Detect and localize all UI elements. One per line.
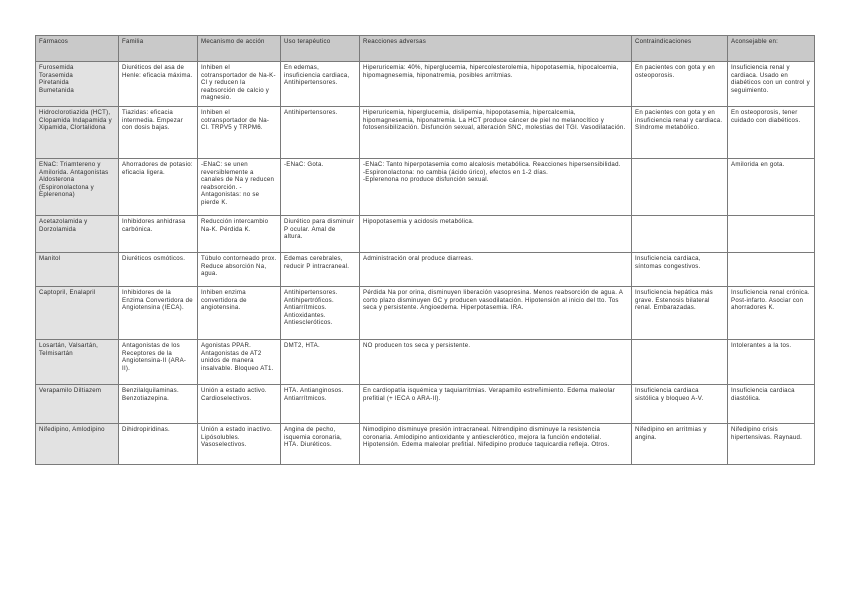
table-row xyxy=(36,340,815,385)
cell-mecanismo: Agonistas PPAR. Antagonistas de AT2 unidos de manera insalvable. Bloqueo AT1. xyxy=(198,340,281,385)
drug-comparison-table xyxy=(35,35,815,465)
cell-reacciones: Nimodipino disminuye presión intracraneal. Nitrendipino disminuye la resistencia coronaria. Amlodipino antioxidante y antiesclerótico, mejora la función endotelial. Hipotensión. Edema maleolar prefitial. Nifedipino produce taquicardia refleja. Otros. xyxy=(360,424,632,465)
cell-farmacos: Captopril, Enalapril xyxy=(36,287,119,340)
cell-mecanismo: Unión a estado activo. Cardioselectivos. xyxy=(198,385,281,424)
cell-contraindicaciones xyxy=(632,159,728,216)
cell-contraindicaciones: Insuficiencia cardiaca sistólica y bloqueo A-V. xyxy=(632,385,728,424)
cell-aconsejable: Nifedipino crisis hipertensivas. Raynaud. xyxy=(728,424,815,465)
cell-uso: HTA. Antianginosos. Antiarrítmicos. xyxy=(281,385,360,424)
cell-reacciones: Hiperuricemia, hiperglucemia, dislipemia, hipopotasemia, hipercalcemia, hipomagnesemia, hiponatremia. La HCT produce cáncer de piel no melanocítico y fotosensibilización. Disfunción sexual, alteración SNC, molestias del TGI. Vasodilatación. xyxy=(360,107,632,159)
cell-mecanismo: Inhiben el cotransportador de Na-K-Cl y reducen la reabsorción de calcio y magnesio. xyxy=(198,62,281,107)
cell-contraindicaciones xyxy=(632,340,728,385)
cell-familia: Ahorradores de potasio: eficacia ligera. xyxy=(119,159,198,216)
cell-aconsejable: Insuficiencia cardiaca diastólica. xyxy=(728,385,815,424)
cell-contraindicaciones xyxy=(632,216,728,253)
cell-farmacos: Verapamilo Diltiazem xyxy=(36,385,119,424)
cell-mecanismo: -ENaC: se unen reversiblemente a canales de Na y reducen reabsorción. -Antagonistas: no se pierde K. xyxy=(198,159,281,216)
cell-contraindicaciones: Insuficiencia cardiaca, síntomas congestivos. xyxy=(632,253,728,287)
cell-aconsejable: Insuficiencia renal y cardiaca. Usado en diabéticos con un control y seguimiento. xyxy=(728,62,815,107)
cell-uso: Antihipertensores. xyxy=(281,107,360,159)
table-row xyxy=(36,385,815,424)
cell-mecanismo: Unión a estado inactivo. Lipósolubles. Vasoselectivos. xyxy=(198,424,281,465)
cell-farmacos: Furosemida Torasemida Piretanida Bumetanida xyxy=(36,62,119,107)
cell-reacciones: Hipopotasemia y acidosis metabólica. xyxy=(360,216,632,253)
cell-familia: Tiazidas: eficacia intermedia. Empezar con dosis bajas. xyxy=(119,107,198,159)
cell-aconsejable: Amilorida en gota. xyxy=(728,159,815,216)
header-reacciones: Reacciones adversas xyxy=(360,36,632,62)
cell-uso: Antihipertensores. Antihipertróficos. Antiarrítmicos. Antioxidantes. Antiescleróticos. xyxy=(281,287,360,340)
cell-familia: Dihidropiridinas. xyxy=(119,424,198,465)
cell-reacciones: Pérdida Na por orina, disminuyen liberación vasopresina. Menos reabsorción de agua. A corto plazo disminuyen GC y producen vasodilatación. Hipotensión al inicio del tto. Tos seca y persistente. Angioedema. Hiperpotasemia. IRA. xyxy=(360,287,632,340)
cell-aconsejable xyxy=(728,253,815,287)
header-uso: Uso terapéutico xyxy=(281,36,360,62)
table-row xyxy=(36,62,815,107)
table-row xyxy=(36,159,815,216)
cell-mecanismo: Inhiben el cotransportador de Na-Cl. TRPV5 y TRPM6. xyxy=(198,107,281,159)
table-row xyxy=(36,287,815,340)
cell-mecanismo: Inhiben enzima convertidora de angiotensina. xyxy=(198,287,281,340)
cell-familia: Diuréticos osmóticos. xyxy=(119,253,198,287)
cell-uso: Diurético para disminuir P ocular. Amal de altura. xyxy=(281,216,360,253)
table-row xyxy=(36,107,815,159)
cell-contraindicaciones: En pacientes con gota y en osteoporosis. xyxy=(632,62,728,107)
header-contraindicaciones: Contraindicaciones xyxy=(632,36,728,62)
cell-farmacos: Losartán, Valsartán, Telmisartán xyxy=(36,340,119,385)
cell-reacciones: En cardiopatía isquémica y taquiarritmias. Verapamilo estreñimiento. Edema maleolar prefitial (+ IECA o ARA-II). xyxy=(360,385,632,424)
cell-contraindicaciones: Insuficiencia hepática más grave. Estenosis bilateral renal. Embarazadas. xyxy=(632,287,728,340)
cell-farmacos: ENaC: Triamtereno y Amilorida. Antagonistas Aldosterona (Espironolactona y Eplerenona) xyxy=(36,159,119,216)
header-mecanismo: Mecanismo de acción xyxy=(198,36,281,62)
cell-uso: -ENaC: Gota. xyxy=(281,159,360,216)
cell-familia: Inhibidores anhidrasa carbónica. xyxy=(119,216,198,253)
cell-contraindicaciones: En pacientes con gota y en insuficiencia renal y cardiaca. Síndrome metabólico. xyxy=(632,107,728,159)
cell-mecanismo: Túbulo contorneado prox. Reduce absorción Na, agua. xyxy=(198,253,281,287)
cell-reacciones: NO producen tos seca y persistente. xyxy=(360,340,632,385)
cell-aconsejable: Insuficiencia renal crónica. Post-infarto. Asociar con ahorradores K. xyxy=(728,287,815,340)
cell-reacciones: -ENaC: Tanto hiperpotasemia como alcalosis metabólica. Reacciones hipersensibilidad. -Espironolactona: no cambia (ácido úrico), efectos en 1-2 días. -Eplerenona no produce disfunción sexual. xyxy=(360,159,632,216)
cell-uso: En edemas, insuficiencia cardiaca, Antihipertensores. xyxy=(281,62,360,107)
cell-aconsejable: En osteoporosis, tener cuidado con diabéticos. xyxy=(728,107,815,159)
cell-farmacos: Manitol xyxy=(36,253,119,287)
cell-mecanismo: Reducción intercambio Na-K. Pérdida K. xyxy=(198,216,281,253)
cell-farmacos: Hidroclorotiazida (HCT), Clopamida Indapamida y Xipamida, Clortalidona xyxy=(36,107,119,159)
table-body xyxy=(36,62,815,465)
cell-contraindicaciones: Nifedipino en arritmias y angina. xyxy=(632,424,728,465)
cell-familia: Antagonistas de los Receptores de la Angiotensina-II (ARA-II). xyxy=(119,340,198,385)
cell-familia: Benzilalquilaminas. Benzotiazepina. xyxy=(119,385,198,424)
cell-familia: Diuréticos del asa de Henle: eficacia máxima. xyxy=(119,62,198,107)
cell-aconsejable: Intolerantes a la tos. xyxy=(728,340,815,385)
header-familia: Familia xyxy=(119,36,198,62)
table-row xyxy=(36,424,815,465)
cell-farmacos: Acetazolamida y Dorzolamida xyxy=(36,216,119,253)
table-row xyxy=(36,216,815,253)
cell-uso: Angina de pecho, isquemia coronaria, HTA. Diuréticos. xyxy=(281,424,360,465)
table-header-row xyxy=(36,36,815,62)
table-row xyxy=(36,253,815,287)
cell-uso: DMT2, HTA. xyxy=(281,340,360,385)
cell-familia: Inhibidores de la Enzima Convertidora de Angiotensina (IECA). xyxy=(119,287,198,340)
header-farmacos: Fármacos xyxy=(36,36,119,62)
header-aconsejable: Aconsejable en: xyxy=(728,36,815,62)
cell-reacciones: Hiperuricemia: 40%, hiperglucemia, hipercolesterolemia, hipopotasemia, hipocalcemia, hipomagnesemia, hiponatremia, posibles arritmias. xyxy=(360,62,632,107)
cell-reacciones: Administración oral produce diarreas. xyxy=(360,253,632,287)
cell-aconsejable xyxy=(728,216,815,253)
cell-uso: Edemas cerebrales, reducir P intracraneal. xyxy=(281,253,360,287)
cell-farmacos: Nifedipino, Amlodipino xyxy=(36,424,119,465)
